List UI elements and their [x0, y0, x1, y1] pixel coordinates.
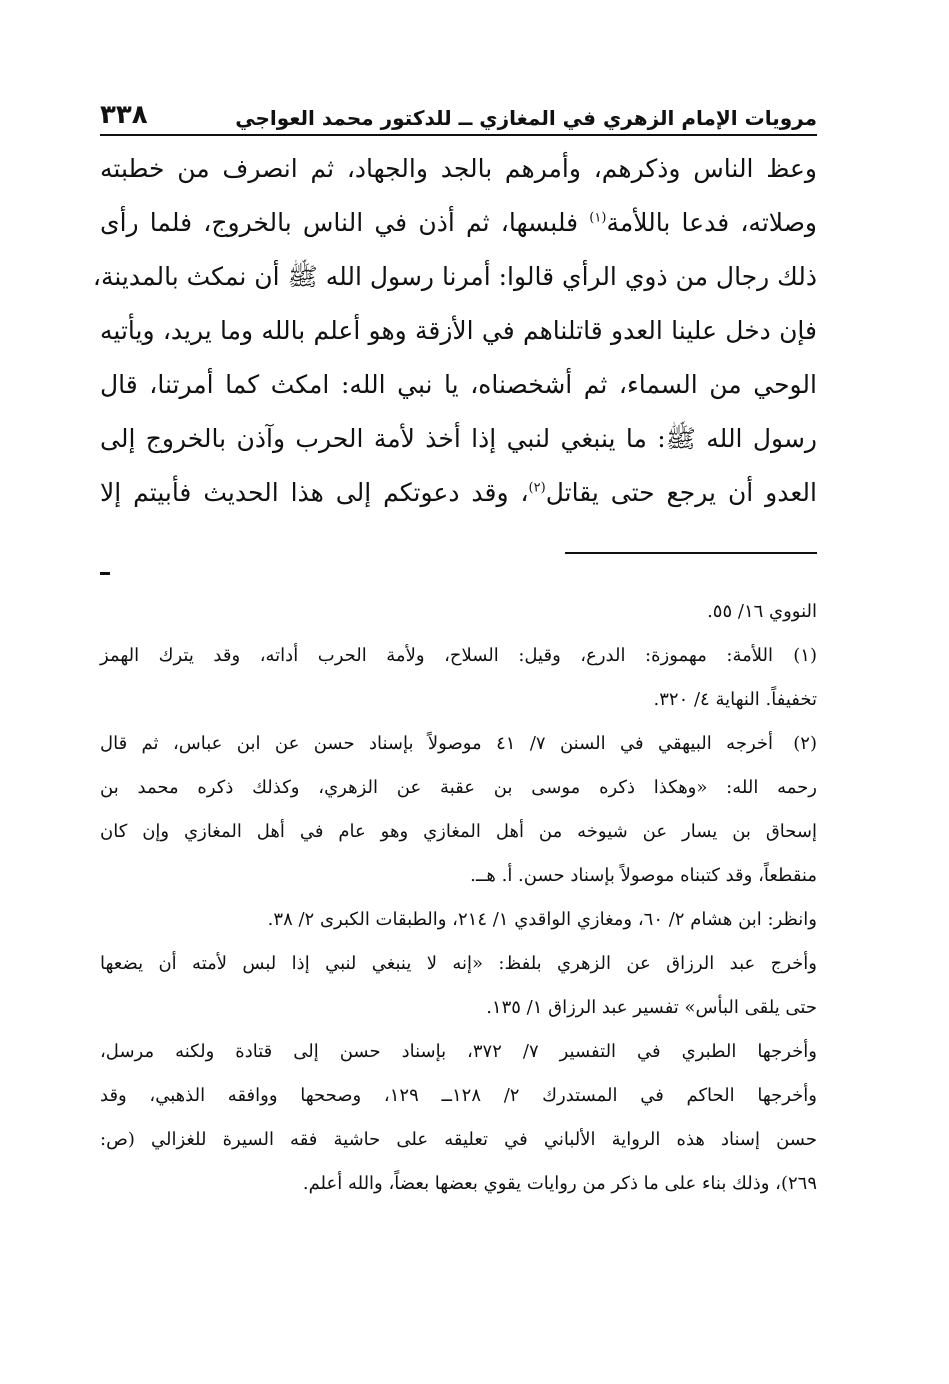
footnote-2: [100, 722, 817, 898]
footnote-ref-1: (١): [589, 210, 607, 226]
footnote-line: حتى يلقى البأس» تفسير عبد الرزاق ١/ ١٣٥.: [486, 997, 817, 1018]
footnote-line: رحمه الله: «وهكذا ذكره موسى بن عقبة عن الزهري، وكذلك ذكره محمد بن: [100, 777, 817, 798]
footnote-carryover: النووي ١٦/ ٥٥.: [707, 601, 817, 622]
footnote-line: وانظر: ابن هشام ٢/ ٦٠، ومغازي الواقدي ١/ ٢١٤، والطبقات الكبرى ٢/ ٣٨.: [267, 909, 817, 930]
body-line: الوحي من السماء، ثم أشخصناه، يا نبي الله: امكث كما أمرتنا، قال: [100, 370, 817, 399]
main-text: [92, 142, 818, 520]
footnote-marker: (١): [793, 645, 817, 666]
footnote-line: تخفيفاً. النهاية ٤/ ٣٢٠.: [653, 689, 817, 710]
body-line: فإن دخل علينا العدو قاتلناهم في الأزقة وهو أعلم بالله وما يريد، ويأتيه: [100, 316, 817, 345]
footnote-line: إسحاق بن يسار عن شيوخه من أهل المغازي وهو عام في أهل المغازي وإن كان: [100, 821, 817, 842]
page-number: ٣٣٨: [100, 100, 148, 130]
footnote-line: وأخرجها الحاكم في المستدرك ٢/ ١٢٨ــ ١٢٩، وصححها ووافقه الذهبي، وقد: [100, 1085, 817, 1106]
footnote-line: اللأمة: مهموزة: الدرع، وقيل: السلاح، ولأمة الحرب أداته، وقد يترك الهمز: [100, 645, 773, 666]
footnote-1: [100, 634, 817, 722]
body-line: وصلاته، فدعا باللأمة$^{(١)}$ فلبسها، ثم أذن في الناس بالخروج، فلما رأى: [100, 208, 818, 237]
body-line: ذلك رجال من ذوي الرأي قالوا: أمرنا رسول الله ﷺ أن نمكث بالمدينة،: [92, 262, 817, 291]
footnote-ref-2: (٢): [528, 480, 546, 496]
footnote-line: أخرجه البيهقي في السنن ٧/ ٤١ موصولاً بإسناد حسن عن ابن عباس، ثم قال: [100, 733, 774, 754]
footnote-line: وأخرجها الطبري في التفسير ٧/ ٣٧٢، بإسناد حسن إلى قتادة ولكنه مرسل،: [100, 1041, 817, 1062]
body-line: العدو أن يرجع حتى يقاتل$^{(٢)}$، وقد دعوتكم إلى هذا الحديث فأبيتم إلا: [100, 478, 817, 507]
body-line: وعظ الناس وذكرهم، وأمرهم بالجد والجهاد، ثم انصرف من خطبته: [100, 154, 817, 183]
footnote-marker: (٢): [793, 733, 817, 754]
page-header: [100, 92, 817, 136]
continuation-mark: [100, 572, 110, 575]
body-line: رسول الله ﷺ: ما ينبغي لنبي إذا أخذ لأمة الحرب وآذن بالخروج إلى: [100, 424, 817, 453]
footnote-line: ٢٦٩)، وذلك بناء على ما ذكر من روايات يقوي بعضها بعضاً، والله أعلم.: [302, 1173, 817, 1194]
footnote-separator: [565, 552, 817, 554]
footnotes: [100, 590, 817, 1206]
footnote-line: وأخرج عبد الرزاق عن الزهري بلفظ: «إنه لا ينبغي لنبي إذا لبس لأمته أن يضعها: [100, 953, 817, 974]
footnote-line: حسن إسناد هذه الرواية الألباني في تعليقه على حاشية فقه السيرة للغزالي (ص:: [100, 1129, 817, 1150]
footnote-line: منقطعاً، وقد كتبناه موصولاً بإسناد حسن. أ. هــ.: [470, 865, 817, 886]
running-title: مرويات الإمام الزهري في المغازي ــ للدكتور محمد العواجي: [235, 106, 817, 130]
